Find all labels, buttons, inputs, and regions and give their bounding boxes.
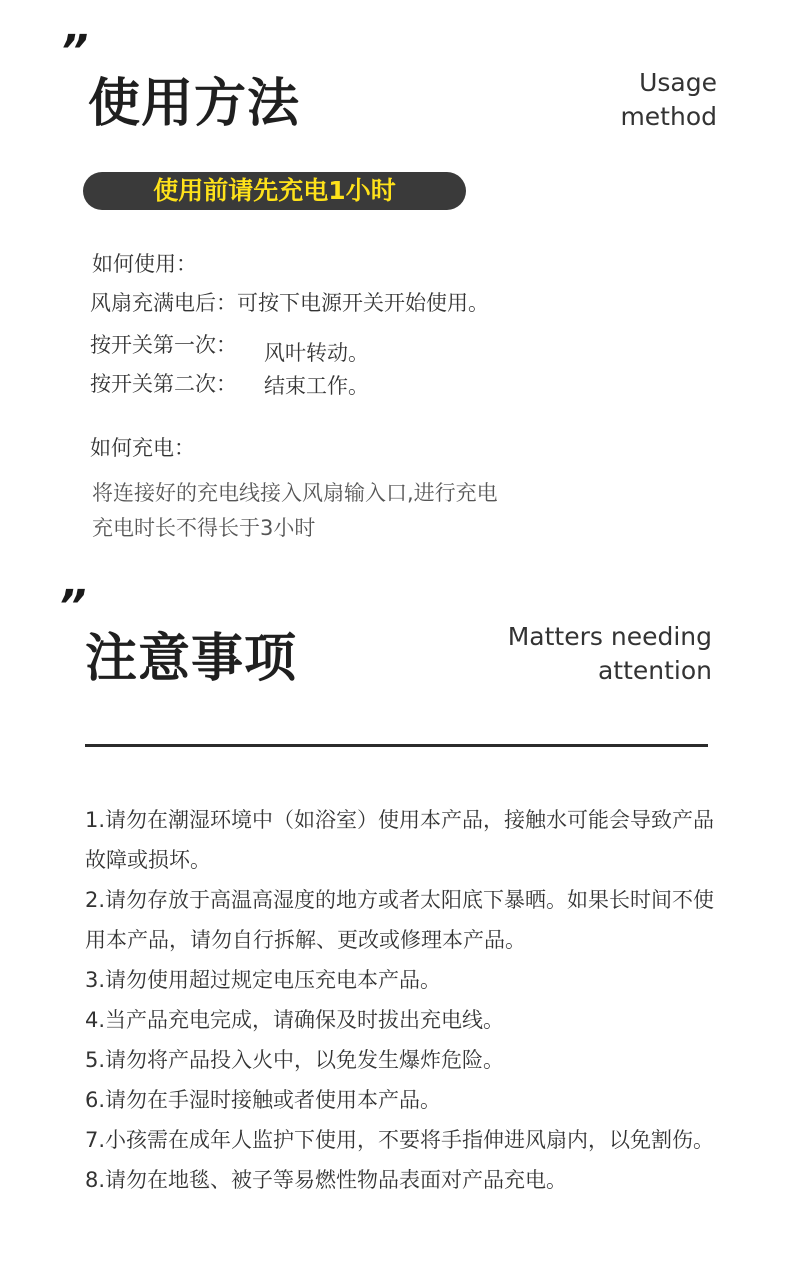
- how-to-use-line3-label: 按开关第二次：: [90, 372, 237, 396]
- attention-list: [85, 800, 735, 1200]
- charge-first-banner: 使用前请先充电1小时: [83, 172, 466, 210]
- usage-title-en-line2: method: [620, 102, 717, 131]
- attention-item-2: 2.请勿存放于高温高湿度的地方或者太阳底下暴晒。如果长时间不使用本产品，请勿自行拆解、更改或修理本产品。: [85, 888, 715, 952]
- attention-item-7: 7.小孩需在成年人监护下使用，不要将手指伸进风扇内，以免割伤。: [85, 1128, 715, 1152]
- how-to-use-heading: 如何使用：: [92, 252, 197, 276]
- section-divider: [85, 744, 708, 747]
- how-to-use-line2-label: 按开关第一次：: [90, 333, 237, 357]
- how-to-use-line3-value: 结束工作。: [264, 374, 369, 398]
- how-to-use-line1: 风扇充满电后：可按下电源开关开始使用。: [90, 291, 489, 315]
- how-to-use-line2-value: 风叶转动。: [264, 341, 369, 365]
- quote-mark-icon: ”: [58, 581, 85, 632]
- usage-title: 使用方法: [88, 74, 301, 134]
- attention-item-6: 6.请勿在手湿时接触或者使用本产品。: [85, 1088, 442, 1112]
- attention-item-8: 8.请勿在地毯、被子等易燃性物品表面对产品充电。: [85, 1168, 568, 1192]
- how-to-charge-line1: 将连接好的充电线接入风扇输入口,进行充电: [92, 481, 498, 505]
- attention-item-3: 3.请勿使用超过规定电压充电本产品。: [85, 968, 442, 992]
- attention-title-en: [508, 620, 712, 688]
- attention-title: 注意事项: [85, 629, 298, 689]
- attention-item-5: 5.请勿将产品投入火中，以免发生爆炸危险。: [85, 1048, 505, 1072]
- attention-item-4: 4.当产品充电完成，请确保及时拔出充电线。: [85, 1008, 505, 1032]
- usage-title-en-line1: Usage: [639, 68, 717, 97]
- how-to-charge-line2: 充电时长不得长于3小时: [92, 516, 316, 540]
- quote-mark-icon: ”: [60, 26, 87, 77]
- attention-item-1: 1.请勿在潮湿环境中（如浴室）使用本产品，接触水可能会导致产品故障或损坏。: [85, 808, 715, 872]
- attention-title-en-line1: Matters needing: [507, 622, 712, 651]
- how-to-charge-heading: 如何充电：: [90, 436, 195, 460]
- attention-title-en-line2: attention: [597, 656, 712, 685]
- usage-title-en: [620, 66, 717, 134]
